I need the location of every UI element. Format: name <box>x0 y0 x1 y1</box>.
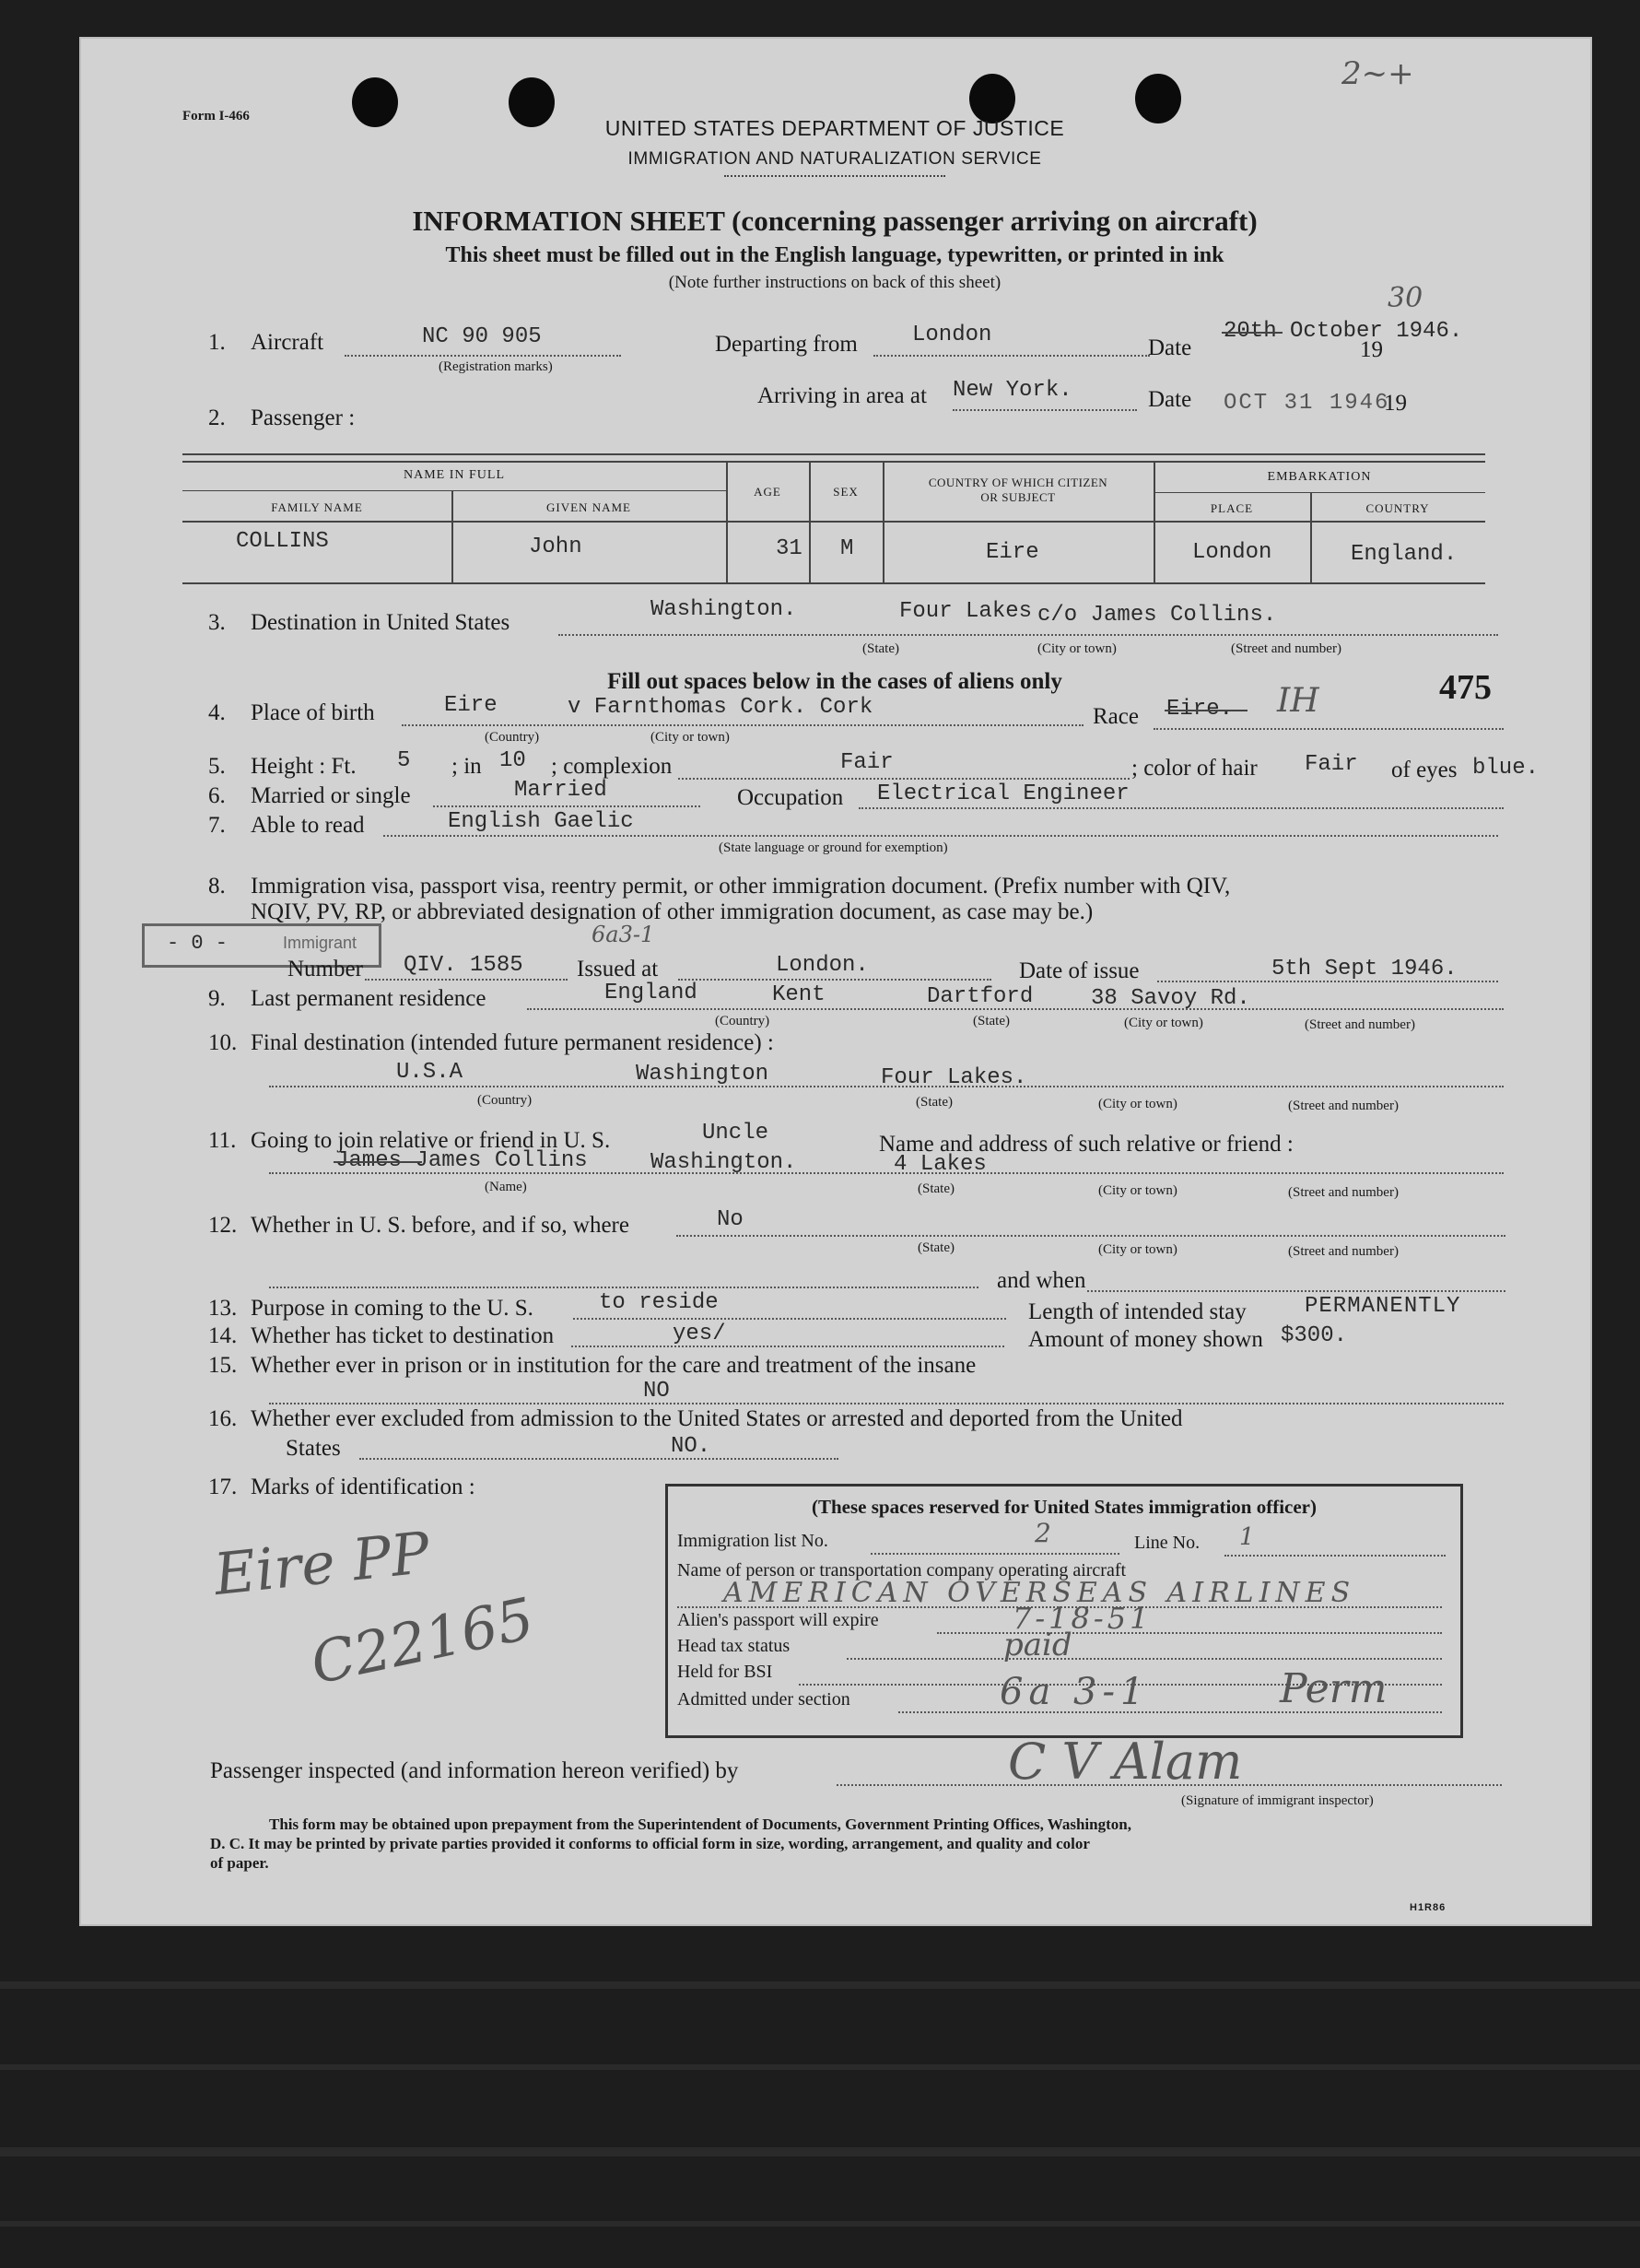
birth-city: v Farnthomas Cork. Cork <box>568 695 873 720</box>
aircraft-sub: (Registration marks) <box>439 359 553 374</box>
stay-value: PERMANENTLY <box>1305 1294 1461 1319</box>
destination-street: c/o James Collins. <box>1037 603 1277 628</box>
item-number: 4. <box>208 700 226 725</box>
sub-street: (Street and number) <box>1231 641 1341 656</box>
sub-country: (Country) <box>485 730 540 745</box>
purpose-label: Purpose in coming to the U. S. <box>251 1296 533 1321</box>
sub-country: (Country) <box>477 1093 533 1108</box>
given-name-value: John <box>529 535 582 559</box>
issued-label: Issued at <box>577 957 659 981</box>
passport-label: Alien's passport will expire <box>677 1610 879 1630</box>
inspection-label: Passenger inspected (and information hereon verified) by <box>210 1758 739 1783</box>
residence-state: Kent <box>772 982 826 1007</box>
country-value: England. <box>1351 542 1458 567</box>
sub-city: (City or town) <box>1098 1097 1177 1111</box>
date-correction: 30 <box>1388 282 1423 314</box>
footer-line-2: D. C. It may be printed by private parties provided it conforms to official form in size, wording, arrangement, and quality and color <box>210 1835 1090 1852</box>
complexion-value: Fair <box>840 750 894 775</box>
relative-city: 4 Lakes <box>894 1152 987 1177</box>
occupation-label: Occupation <box>737 785 844 810</box>
instruction-text: This sheet must be filled out in the English language, typewritten, or printed in ink <box>445 243 1224 267</box>
read-value: English Gaelic <box>448 809 634 834</box>
scan-band <box>0 1981 1640 1989</box>
before-label: Whether in U. S. before, and if so, where <box>251 1213 629 1238</box>
sub-state: (State) <box>862 641 899 656</box>
note-text: (Note further instructions on back of this sheet) <box>668 273 1002 292</box>
eyes-label: of eyes <box>1391 758 1458 782</box>
form-number: Form I-466 <box>182 109 250 123</box>
scan-band <box>0 2147 1640 2156</box>
header-dots <box>724 175 945 177</box>
identification-label: Marks of identification : <box>251 1475 475 1499</box>
section-label: Admitted under section <box>677 1689 850 1710</box>
col-name-in-full: NAME IN FULL <box>404 468 505 482</box>
item-number: 16. <box>208 1406 238 1431</box>
last-residence-label: Last permanent residence <box>251 986 486 1011</box>
residence-street: 38 Savoy Rd. <box>1091 986 1250 1011</box>
arriving-label: Arriving in area at <box>757 383 927 408</box>
sub-state: (State) <box>973 1014 1010 1028</box>
list-label: Immigration list No. <box>677 1531 828 1551</box>
col-country-1: COUNTRY OF WHICH CITIZEN <box>928 476 1108 489</box>
stay-label: Length of intended stay <box>1028 1299 1247 1324</box>
page-number: 475 <box>1439 668 1492 707</box>
aliens-heading: Fill out spaces below in the cases of aliens only <box>607 669 1062 694</box>
item-number: 10. <box>208 1030 238 1055</box>
col-emb-country: COUNTRY <box>1365 501 1430 515</box>
operator-label: Name of person or transportation company operating aircraft <box>677 1560 1127 1581</box>
sub-street: (Street and number) <box>1288 1185 1399 1200</box>
birth-country: Eire <box>444 693 498 718</box>
inspector-signature: C V Alam <box>1008 1733 1243 1791</box>
item-number: 9. <box>208 986 226 1011</box>
aircraft-value: NC 90 905 <box>422 324 542 349</box>
eyes-value: blue. <box>1472 756 1540 781</box>
col-sex: SEX <box>833 485 859 499</box>
departing-label: Departing from <box>715 332 858 357</box>
visa-text-1: Immigration visa, passport visa, reentry permit, or other immigration document. (Prefix number with QIV, <box>251 874 1231 899</box>
passport-value: 7-18-51 <box>1013 1601 1153 1636</box>
purpose-value: to reside <box>599 1290 719 1315</box>
section-value: 6a 3-1 <box>1000 1671 1150 1713</box>
item-number: 1. <box>208 330 226 355</box>
married-value: Married <box>514 778 607 803</box>
col-family-name: FAMILY NAME <box>271 500 363 514</box>
col-embarkation: EMBARKATION <box>1267 470 1372 484</box>
item-number: 3. <box>208 610 226 635</box>
stamp-dash: - 0 - <box>167 932 228 955</box>
item-number: 7. <box>208 813 226 838</box>
identification-hand-2: C22165 <box>305 1584 540 1698</box>
ticket-value: yes/ <box>673 1322 726 1346</box>
money-label: Amount of money shown <box>1028 1327 1263 1352</box>
destination-city: Four Lakes <box>899 599 1033 624</box>
sub-street: (Street and number) <box>1288 1244 1399 1259</box>
sub-state: (State) <box>918 1240 955 1255</box>
item-number: 14. <box>208 1323 238 1348</box>
departing-value: London <box>912 323 992 347</box>
year2-prefix: 19 <box>1384 391 1407 416</box>
destination-label: Destination in United States <box>251 610 510 635</box>
date-label: Date <box>1148 335 1192 360</box>
sub-state: (State) <box>918 1181 955 1196</box>
destination-state: Washington. <box>650 597 797 622</box>
age-value: 31 <box>776 536 802 561</box>
identification-hand-1: Eire PP <box>210 1518 433 1609</box>
page-title: INFORMATION SHEET (concerning passenger arriving on aircraft) <box>412 205 1258 237</box>
col-country-2: OR SUBJECT <box>980 490 1056 504</box>
footer-line-3: of paper. <box>210 1854 269 1872</box>
issue-date-value: 5th Sept 1946. <box>1271 957 1458 981</box>
race-hand: IH <box>1277 682 1319 720</box>
headtax-label: Head tax status <box>677 1636 791 1656</box>
prison-value: NO <box>643 1379 670 1404</box>
visa-text-2: NQIV, PV, RP, or abbreviated designation of other immigration document, as case may be.) <box>251 899 1094 924</box>
item-number: 5. <box>208 754 226 779</box>
sub-name: (Name) <box>485 1180 527 1194</box>
col-place: PLACE <box>1210 501 1254 515</box>
date2-value: OCT 31 1946 <box>1224 391 1390 416</box>
height-feet: 5 <box>397 748 411 773</box>
sub-country: (Country) <box>715 1014 770 1028</box>
issued-value: London. <box>776 953 869 978</box>
place-value: London <box>1192 540 1272 565</box>
footer-line-1: This form may be obtained upon prepayment from the Superintendent of Documents, Government Printing Offices, Washington, <box>269 1816 1131 1833</box>
excluded-value: NO. <box>671 1434 711 1459</box>
item-number: 8. <box>208 874 226 899</box>
operator-value: AMERICAN OVERSEAS AIRLINES <box>723 1577 1356 1609</box>
citizen-value: Eire <box>986 540 1039 565</box>
corner-mark: 2~+ <box>1341 55 1414 92</box>
list-value: 2 <box>1035 1518 1051 1548</box>
excluded-label-1: Whether ever excluded from admission to the United States or arrested and deported from the United <box>251 1406 1183 1431</box>
ticket-label: Whether has ticket to destination <box>251 1323 555 1348</box>
number-label: Number <box>287 957 363 981</box>
sub-city: (City or town) <box>650 730 730 745</box>
final-country: U.S.A <box>396 1060 463 1085</box>
read-label: Able to read <box>251 813 365 838</box>
sub-city: (City or town) <box>1098 1242 1177 1257</box>
year-prefix: 19 <box>1360 337 1383 362</box>
sub-street: (Street and number) <box>1305 1017 1415 1032</box>
visa-hand-note: 6a3-1 <box>592 922 655 947</box>
visa-number: QIV. 1585 <box>404 953 523 978</box>
sub-city: (City or town) <box>1124 1016 1203 1030</box>
before-value: No <box>717 1207 744 1232</box>
residence-country: England <box>604 981 697 1005</box>
item-number: 11. <box>208 1128 237 1153</box>
department-name: UNITED STATES DEPARTMENT OF JUSTICE <box>604 116 1065 140</box>
inches-label: ; in <box>451 754 482 779</box>
bsi-label: Held for BSI <box>677 1662 773 1682</box>
item-number: 13. <box>208 1296 238 1321</box>
punch-hole <box>352 77 398 127</box>
money-value: $300. <box>1281 1323 1348 1348</box>
prison-label: Whether ever in prison or in institution for the care and treatment of the insane <box>251 1353 977 1378</box>
stamp-text: Immigrant <box>283 934 357 952</box>
arriving-value: New York. <box>953 378 1072 403</box>
form-sheet <box>79 37 1592 1926</box>
headtax-value: paid <box>1003 1627 1072 1663</box>
service-name: IMMIGRATION AND NATURALIZATION SERVICE <box>627 149 1042 169</box>
final-state: Washington <box>636 1062 769 1087</box>
birthplace-label: Place of birth <box>251 700 375 725</box>
date2-label: Date <box>1148 387 1192 412</box>
date-value: 20th October 1946. <box>1224 319 1463 344</box>
excluded-label-2: States <box>286 1436 341 1461</box>
read-sub: (State language or ground for exemption) <box>719 840 948 855</box>
hair-label: ; color of hair <box>1131 756 1258 781</box>
final-destination-label: Final destination (intended future permanent residence) : <box>251 1030 774 1055</box>
race-label: Race <box>1093 704 1139 729</box>
final-city: Four Lakes. <box>881 1065 1027 1090</box>
aircraft-label: Aircraft <box>251 330 324 355</box>
sub-state: (State) <box>916 1095 953 1110</box>
race-typed: Eire. <box>1166 697 1234 722</box>
residence-city: Dartford <box>927 984 1034 1009</box>
hair-value: Fair <box>1305 752 1358 777</box>
join-label-2: Name and address of such relative or friend : <box>879 1132 1294 1157</box>
officer-box <box>665 1484 1463 1738</box>
perm-note: Perm <box>1280 1665 1388 1712</box>
sex-value: M <box>840 536 854 561</box>
scan-band <box>0 2221 1640 2227</box>
relative-state: Washington. <box>650 1150 797 1175</box>
line-value: 1 <box>1239 1523 1255 1551</box>
issue-date-label: Date of issue <box>1019 958 1140 983</box>
col-given-name: GIVEN NAME <box>546 500 631 514</box>
sub-city: (City or town) <box>1037 641 1117 656</box>
sub-street: (Street and number) <box>1288 1099 1399 1113</box>
married-label: Married or single <box>251 783 411 808</box>
item-number: 12. <box>208 1213 238 1238</box>
line-label: Line No. <box>1134 1533 1201 1553</box>
item-number: 6. <box>208 783 226 808</box>
scan-band <box>0 2064 1640 2070</box>
relative-name: James James Collins <box>335 1148 588 1173</box>
complexion-label: ; complexion <box>551 754 673 779</box>
item-number: 2. <box>208 405 226 430</box>
family-name-value: COLLINS <box>236 529 329 554</box>
join-relation: Uncle <box>702 1121 769 1146</box>
occupation-value: Electrical Engineer <box>877 781 1130 806</box>
sub-city: (City or town) <box>1098 1183 1177 1198</box>
height-inches: 10 <box>499 748 526 773</box>
and-when-label: and when <box>997 1268 1086 1293</box>
col-age: AGE <box>754 485 781 499</box>
height-label: Height : Ft. <box>251 754 357 779</box>
item-number: 15. <box>208 1353 238 1378</box>
signature-sub: (Signature of immigrant inspector) <box>1181 1793 1374 1808</box>
footer-code: H1R86 <box>1410 1902 1447 1913</box>
officer-box-heading: (These spaces reserved for United States immigration officer) <box>811 1496 1317 1518</box>
item-number: 17. <box>208 1475 238 1499</box>
passenger-label: Passenger : <box>251 405 356 430</box>
join-label: Going to join relative or friend in U. S. <box>251 1128 611 1153</box>
